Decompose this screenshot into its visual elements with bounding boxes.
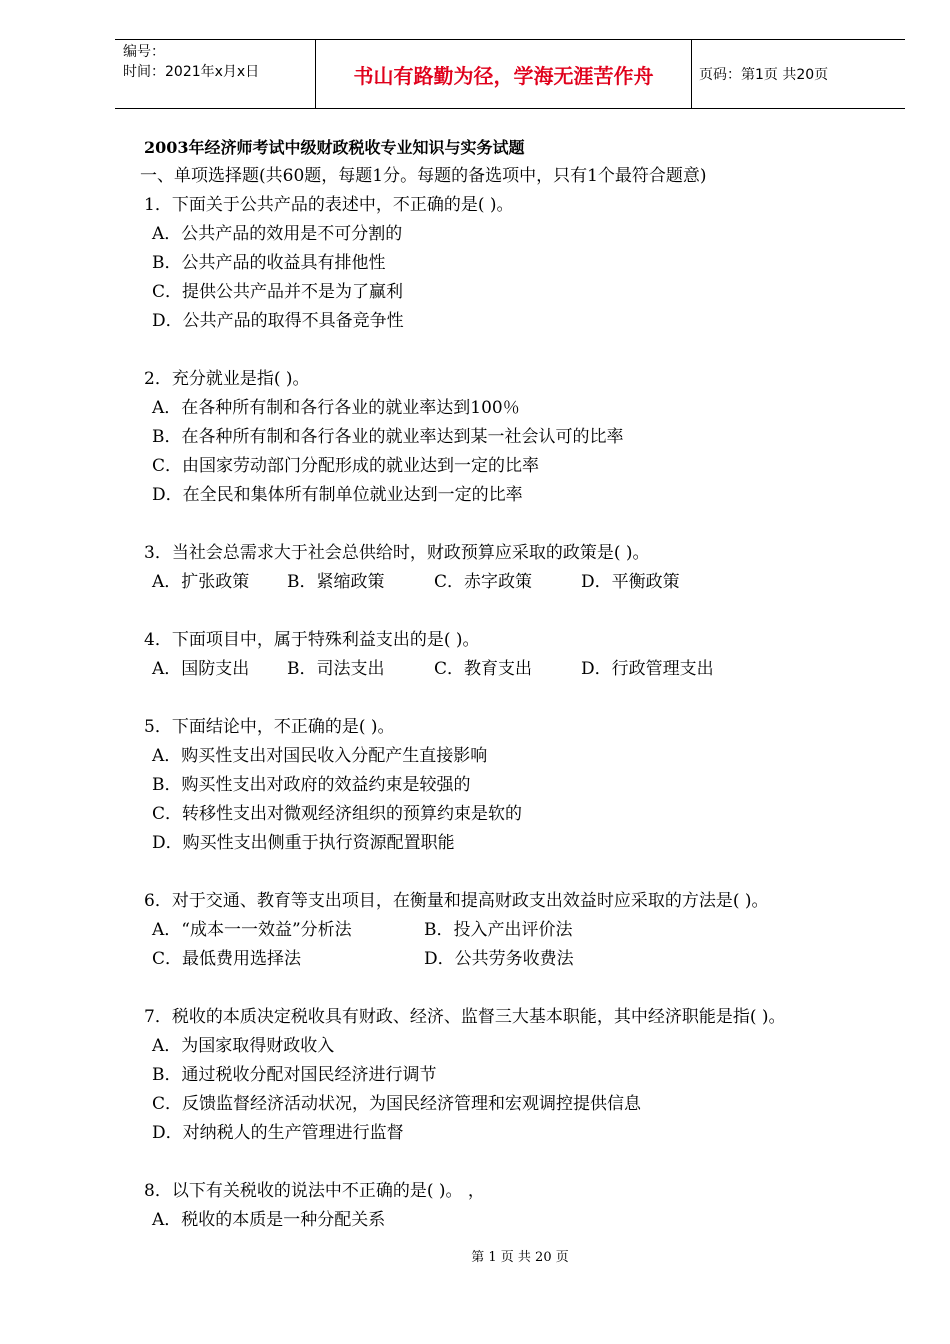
- spacer: [140, 684, 910, 713]
- question-6-option-c: C．最低费用选择法: [152, 949, 302, 969]
- question-7-option-c: C．反馈监督经济活动状况，为国民经济管理和宏观调控提供信息: [152, 1094, 642, 1114]
- question-4-option-b: B．司法支出: [287, 659, 385, 679]
- question-3-options: [140, 568, 910, 597]
- question-5-option-d: D．购买性支出侧重于执行资源配置职能: [152, 833, 455, 853]
- question-4-option-c: C．教育支出: [434, 659, 533, 679]
- question-3-option-b: B．紧缩政策: [287, 572, 385, 592]
- question-3-option-c: C．赤字政策: [434, 572, 533, 592]
- question-1-option-b: B．公共产品的收益具有排他性: [152, 253, 386, 273]
- question-2-option-b: B．在各种所有制和各行各业的就业率达到某一社会认可的比率: [152, 427, 624, 447]
- question-6-stem: 6．对于交通、教育等支出项目，在衡量和提高财政支出效益时应采取的方法是( )。: [144, 891, 769, 911]
- question-3-stem: 3．当社会总需求大于社会总供给时，财政预算应采取的政策是( )。: [144, 543, 650, 563]
- question-3-option-a: A．扩张政策: [152, 572, 250, 592]
- header-left-cell: [115, 40, 315, 108]
- page-label: 页码：第1页 共20页: [699, 67, 829, 83]
- question-1-option-a: A．公共产品的效用是不可分割的: [152, 224, 403, 244]
- question-2-option-d: D．在全民和集体所有制单位就业达到一定的比率: [152, 485, 523, 505]
- question-8-option-a: A．税收的本质是一种分配关系: [152, 1210, 386, 1230]
- question-7-stem: 7．税收的本质决定税收具有财政、经济、监督三大基本职能，其中经济职能是指( )。: [144, 1007, 786, 1027]
- document-body: [140, 134, 910, 1235]
- section-heading: 一、单项选择题(共60题，每题1分。每题的备选项中，只有1个最符合题意): [140, 166, 707, 186]
- page-header: [115, 39, 905, 109]
- page-footer: 第 1 页 共 20 页: [471, 1250, 569, 1265]
- question-5-option-c: C．转移性支出对微观经济组织的预算约束是软的: [152, 804, 523, 824]
- question-5-stem: 5．下面结论中，不正确的是( )。: [144, 717, 395, 737]
- question-7-option-a: A．为国家取得财政收入: [152, 1036, 335, 1056]
- time-label: 时间：2021年x月x日: [123, 64, 260, 80]
- question-4-option-d: D．行政管理支出: [581, 659, 714, 679]
- question-3-option-d: D．平衡政策: [581, 572, 680, 592]
- question-7-option-d: D．对纳税人的生产管理进行监督: [152, 1123, 404, 1143]
- motto-text: 书山有路勤为径，学海无涯苦作舟: [353, 63, 654, 88]
- spacer: [140, 858, 910, 887]
- question-4-options: [140, 655, 910, 684]
- question-4-stem: 4．下面项目中，属于特殊利益支出的是( )。: [144, 630, 480, 650]
- question-6-option-d: D．公共劳务收费法: [424, 949, 574, 969]
- question-6-options-row-2: [140, 945, 910, 974]
- spacer: [140, 597, 910, 626]
- spacer: [140, 510, 910, 539]
- question-4-option-a: A．国防支出: [152, 659, 250, 679]
- spacer: [140, 336, 910, 365]
- spacer: [140, 974, 910, 1003]
- question-2-option-a: A．在各种所有制和各行各业的就业率达到100％: [152, 398, 520, 418]
- question-6-options-row-1: [140, 916, 910, 945]
- question-6-option-b: B．投入产出评价法: [424, 920, 573, 940]
- question-1-option-d: D．公共产品的取得不具备竞争性: [152, 311, 404, 331]
- spacer: [140, 1148, 910, 1177]
- question-5-option-b: B．购买性支出对政府的效益约束是较强的: [152, 775, 471, 795]
- question-2-option-c: C．由国家劳动部门分配形成的就业达到一定的比率: [152, 456, 540, 476]
- question-5-option-a: A．购买性支出对国民收入分配产生直接影响: [152, 746, 488, 766]
- question-7-option-b: B．通过税收分配对国民经济进行调节: [152, 1065, 437, 1085]
- header-motto-cell: [315, 40, 692, 108]
- question-8-stem: 8．以下有关税收的说法中不正确的是( )。 ，: [144, 1181, 485, 1201]
- header-page-cell: [691, 40, 905, 108]
- document-title: 2003年经济师考试中级财政税收专业知识与实务试题: [144, 138, 525, 157]
- question-1-stem: 1．下面关于公共产品的表述中，不正确的是( )。: [144, 195, 514, 215]
- question-2-stem: 2．充分就业是指( )。: [144, 369, 310, 389]
- question-1-option-c: C．提供公共产品并不是为了赢利: [152, 282, 404, 302]
- number-label: 编号：: [123, 44, 165, 60]
- question-6-option-a: A．“成本一一效益”分析法: [152, 920, 352, 940]
